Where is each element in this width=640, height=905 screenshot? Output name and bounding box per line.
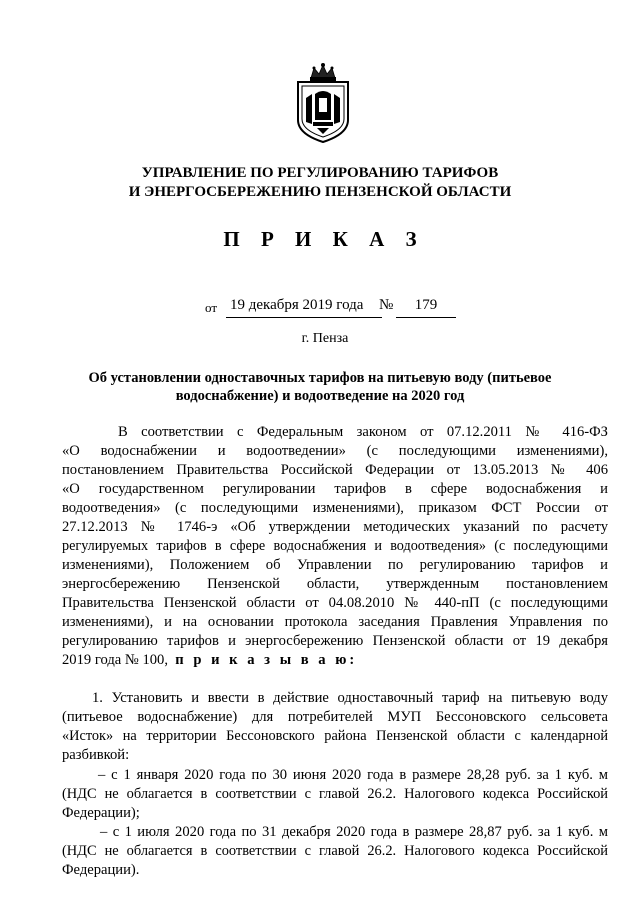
item-1-line: «Исток» на территории Бессоновского района Пензенской области с календарной	[62, 728, 608, 744]
city: г. Пенза	[301, 331, 349, 346]
preamble-line: «О государственном регулировании тарифов в сфере водоснабжения и	[62, 481, 608, 497]
document-type-title: П Р И К А З	[223, 227, 425, 251]
preamble-last-line	[62, 651, 608, 670]
item-1-line: 1. Установить и ввести в действие одноставочный тариф на питьевую воду	[92, 690, 608, 706]
order-number: 179	[396, 297, 456, 318]
orders-word: п р и к а з ы в а ю:	[175, 652, 358, 668]
period-1-line: (НДС не облагается в соответствии с главой 26.2. Налогового кодекса Российской	[62, 786, 608, 802]
preamble-line: изменениями), Положением об Управлении по регулированию тарифов и	[62, 557, 608, 573]
period-1-line: Федерации);	[62, 805, 140, 821]
order-date-number-row	[205, 297, 465, 323]
item-1-line: разбивкой:	[62, 747, 130, 763]
preamble-line: Правительства Пензенской области от 04.08.2010 № 440-пП (с последующими	[62, 595, 608, 611]
coat-of-arms-emblem-icon	[293, 62, 353, 144]
preamble-line: энергосбережению Пензенской области, утвержденным постановлением	[62, 576, 608, 592]
preamble-line: регулируемых тарифов в сфере водоснабжения и водоотведения» (с последующими	[62, 538, 608, 554]
period-2-line: – с 1 июля 2020 года по 31 декабря 2020 года в размере 28,87 руб. за 1 куб. м	[100, 824, 608, 840]
period-2-line: (НДС не облагается в соответствии с главой 26.2. Налогового кодекса Российской	[62, 843, 608, 859]
order-subject-line: водоснабжение) и водоотведение на 2020 год	[175, 388, 465, 404]
preamble-line: «О водоснабжении и водоотведении» (с последующими изменениями),	[62, 443, 608, 459]
preamble-line: регулированию тарифов и энергосбережению Пензенской области от 19 декабря	[62, 633, 608, 649]
date-prefix: от	[205, 300, 218, 315]
preamble-line: водоотведения» (с последующими изменениями), приказом ФСТ России от	[62, 500, 608, 516]
order-subject-line: Об установлении одноставочных тарифов на питьевую воду (питьевое	[88, 370, 552, 386]
order-subject	[60, 369, 580, 405]
agency-name-line1: УПРАВЛЕНИЕ ПО РЕГУЛИРОВАНИЮ ТАРИФОВ	[141, 165, 499, 181]
number-sign: №	[379, 297, 394, 313]
agency-name-line2: И ЭНЕРГОСБЕРЕЖЕНИЮ ПЕНЗЕНСКОЙ ОБЛАСТИ	[128, 184, 512, 200]
period-2-line: Федерации).	[62, 862, 140, 878]
item-1-line: (питьевое водоснабжение) для потребителей МУП Бессоновского сельсовета	[62, 709, 608, 725]
preamble-line: 27.12.2013 № 1746-э «Об утверждении методических указаний по расчету	[62, 519, 608, 535]
preamble-line: постановлением Правительства Российской Федерации от 13.05.2013 № 406	[62, 462, 608, 478]
preamble-line: изменениями), и на основании протокола заседания Правления Управления по	[62, 614, 608, 630]
period-1-line: – с 1 января 2020 года по 30 июня 2020 года в размере 28,28 руб. за 1 куб. м	[98, 767, 608, 783]
order-date: 19 декабря 2019 года	[226, 297, 382, 318]
preamble-line: В соответствии с Федеральным законом от 07.12.2011 № 416-ФЗ	[118, 424, 608, 440]
protocol-reference: 2019 года № 100,	[62, 652, 168, 668]
